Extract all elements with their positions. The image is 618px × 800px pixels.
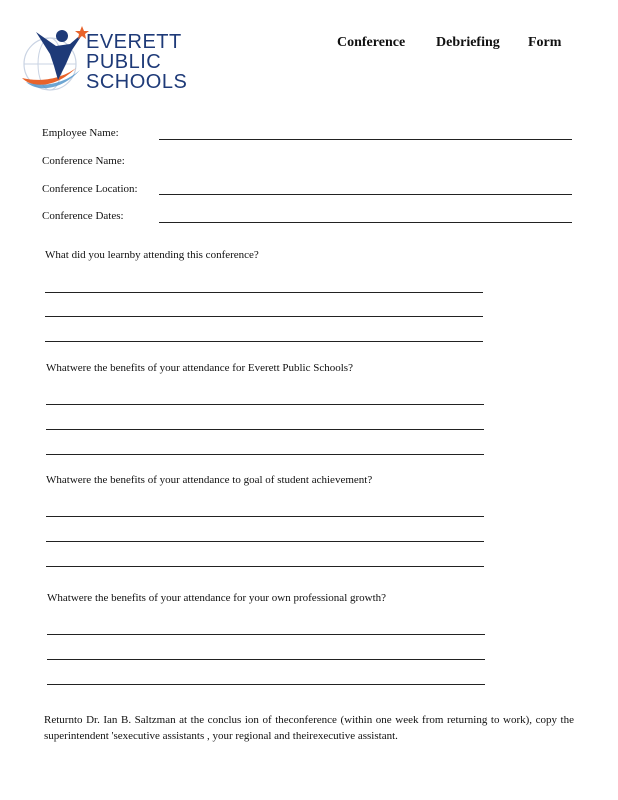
logo-line-1: EVERETT <box>86 31 182 53</box>
answer-1-line-2[interactable] <box>45 316 483 317</box>
title-word-debriefing: Debriefing <box>436 35 500 50</box>
answer-1-line-1[interactable] <box>45 292 483 293</box>
answer-3-line-3[interactable] <box>46 566 484 567</box>
answer-2-line-3[interactable] <box>46 454 484 455</box>
answer-1-line-3[interactable] <box>45 341 483 342</box>
logo-wordmark <box>86 32 187 92</box>
logo-line-2: PUBLIC <box>86 51 162 73</box>
title-word-conference: Conference <box>337 35 406 50</box>
conference-dates-label: Conference Dates: <box>42 210 124 222</box>
question-4: Whatwere the benefits of your attendance for your own professional growth? <box>47 592 387 604</box>
conference-location-label: Conference Location: <box>42 183 138 195</box>
answer-3-line-1[interactable] <box>46 516 484 517</box>
question-3: Whatwere the benefits of your attendance to goal of student achievement? <box>46 474 373 486</box>
conference-dates-line[interactable] <box>159 222 572 223</box>
answer-4-line-3[interactable] <box>47 684 485 685</box>
answer-2-line-2[interactable] <box>46 429 484 430</box>
conference-location-line[interactable] <box>159 194 572 195</box>
everett-public-schools-logo <box>20 24 190 96</box>
employee-name-line[interactable] <box>159 139 572 140</box>
employee-name-label: Employee Name: <box>42 127 119 139</box>
logo-line-3: SCHOOLS <box>86 71 188 93</box>
logo-mark-icon <box>20 24 90 96</box>
answer-2-line-1[interactable] <box>46 404 484 405</box>
conference-name-label: Conference Name: <box>42 155 125 167</box>
title-word-form: Form <box>528 35 562 50</box>
question-1: What did you learnby attending this conference? <box>45 249 259 261</box>
return-instructions: Returnto Dr. Ian B. Saltzman at the conclus ion of theconference (within one week from returning to work), copy the superintendent 'sexecutive assistants , your regional and theirexecutive assistant. <box>44 714 574 742</box>
answer-4-line-1[interactable] <box>47 634 485 635</box>
answer-4-line-2[interactable] <box>47 659 485 660</box>
answer-3-line-2[interactable] <box>46 541 484 542</box>
question-2: Whatwere the benefits of your attendance for Everett Public Schools? <box>46 362 353 374</box>
